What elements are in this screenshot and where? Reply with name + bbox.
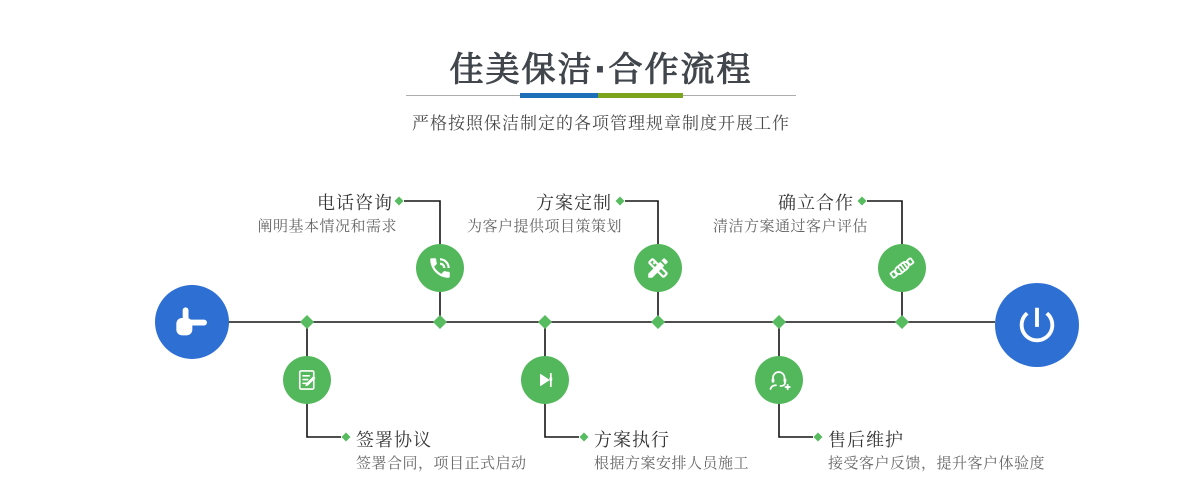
step-node-design (634, 244, 682, 292)
timeline-diamond (895, 315, 909, 329)
timeline-diamond (433, 315, 447, 329)
label-diamond (814, 433, 823, 442)
flow-end-node (995, 283, 1079, 367)
phone-icon (427, 255, 453, 281)
step-desc-execute: 根据方案安排人员施工 (594, 454, 750, 472)
step-title-aftersales: 售后维护 (828, 430, 904, 451)
step-title-handshake: 确立合作 (778, 193, 854, 214)
step-node-handshake (878, 244, 926, 292)
execution-icon (531, 366, 559, 394)
step-node-sign (283, 356, 331, 404)
step-desc-design: 为客户提供项目策策划 (466, 217, 622, 235)
step-node-aftersales (755, 356, 803, 404)
flow-start-node (155, 285, 229, 359)
design-icon (645, 255, 671, 281)
timeline-diamond (538, 315, 552, 329)
label-diamond (616, 197, 625, 206)
page-subtitle: 严格按照保洁制定的各项管理规章制度开展工作 (412, 114, 790, 134)
pointer-hand-icon (172, 302, 212, 342)
step-node-execute (521, 356, 569, 404)
handshake-icon (887, 253, 917, 283)
step-desc-handshake: 清洁方案通过客户评估 (712, 217, 868, 235)
step-desc-aftersales: 接受客户反馈，提升客户体验度 (828, 454, 1046, 472)
sign-document-icon (293, 366, 321, 394)
title-divider (406, 95, 796, 96)
step-desc-sign: 签署合同，项目正式启动 (356, 454, 527, 472)
step-title-sign: 签署协议 (356, 430, 432, 451)
step-desc-phone: 阐明基本情况和需求 (257, 217, 397, 235)
page-title: 佳美保洁·合作流程 (449, 50, 753, 90)
aftersales-support-icon (764, 365, 794, 395)
timeline-diamond (772, 315, 786, 329)
step-title-phone: 电话咨询 (317, 193, 393, 214)
step-title-execute: 方案执行 (594, 430, 670, 451)
timeline-diamond (651, 315, 665, 329)
label-diamond (858, 197, 867, 206)
label-diamond (342, 433, 351, 442)
step-title-design: 方案定制 (536, 193, 612, 214)
label-diamond (395, 197, 404, 206)
label-diamond (580, 433, 589, 442)
step-node-phone (416, 244, 464, 292)
divider-green-accent (598, 93, 683, 98)
power-icon (1014, 302, 1060, 348)
timeline-diamond (300, 315, 314, 329)
divider-blue-accent (520, 93, 598, 98)
